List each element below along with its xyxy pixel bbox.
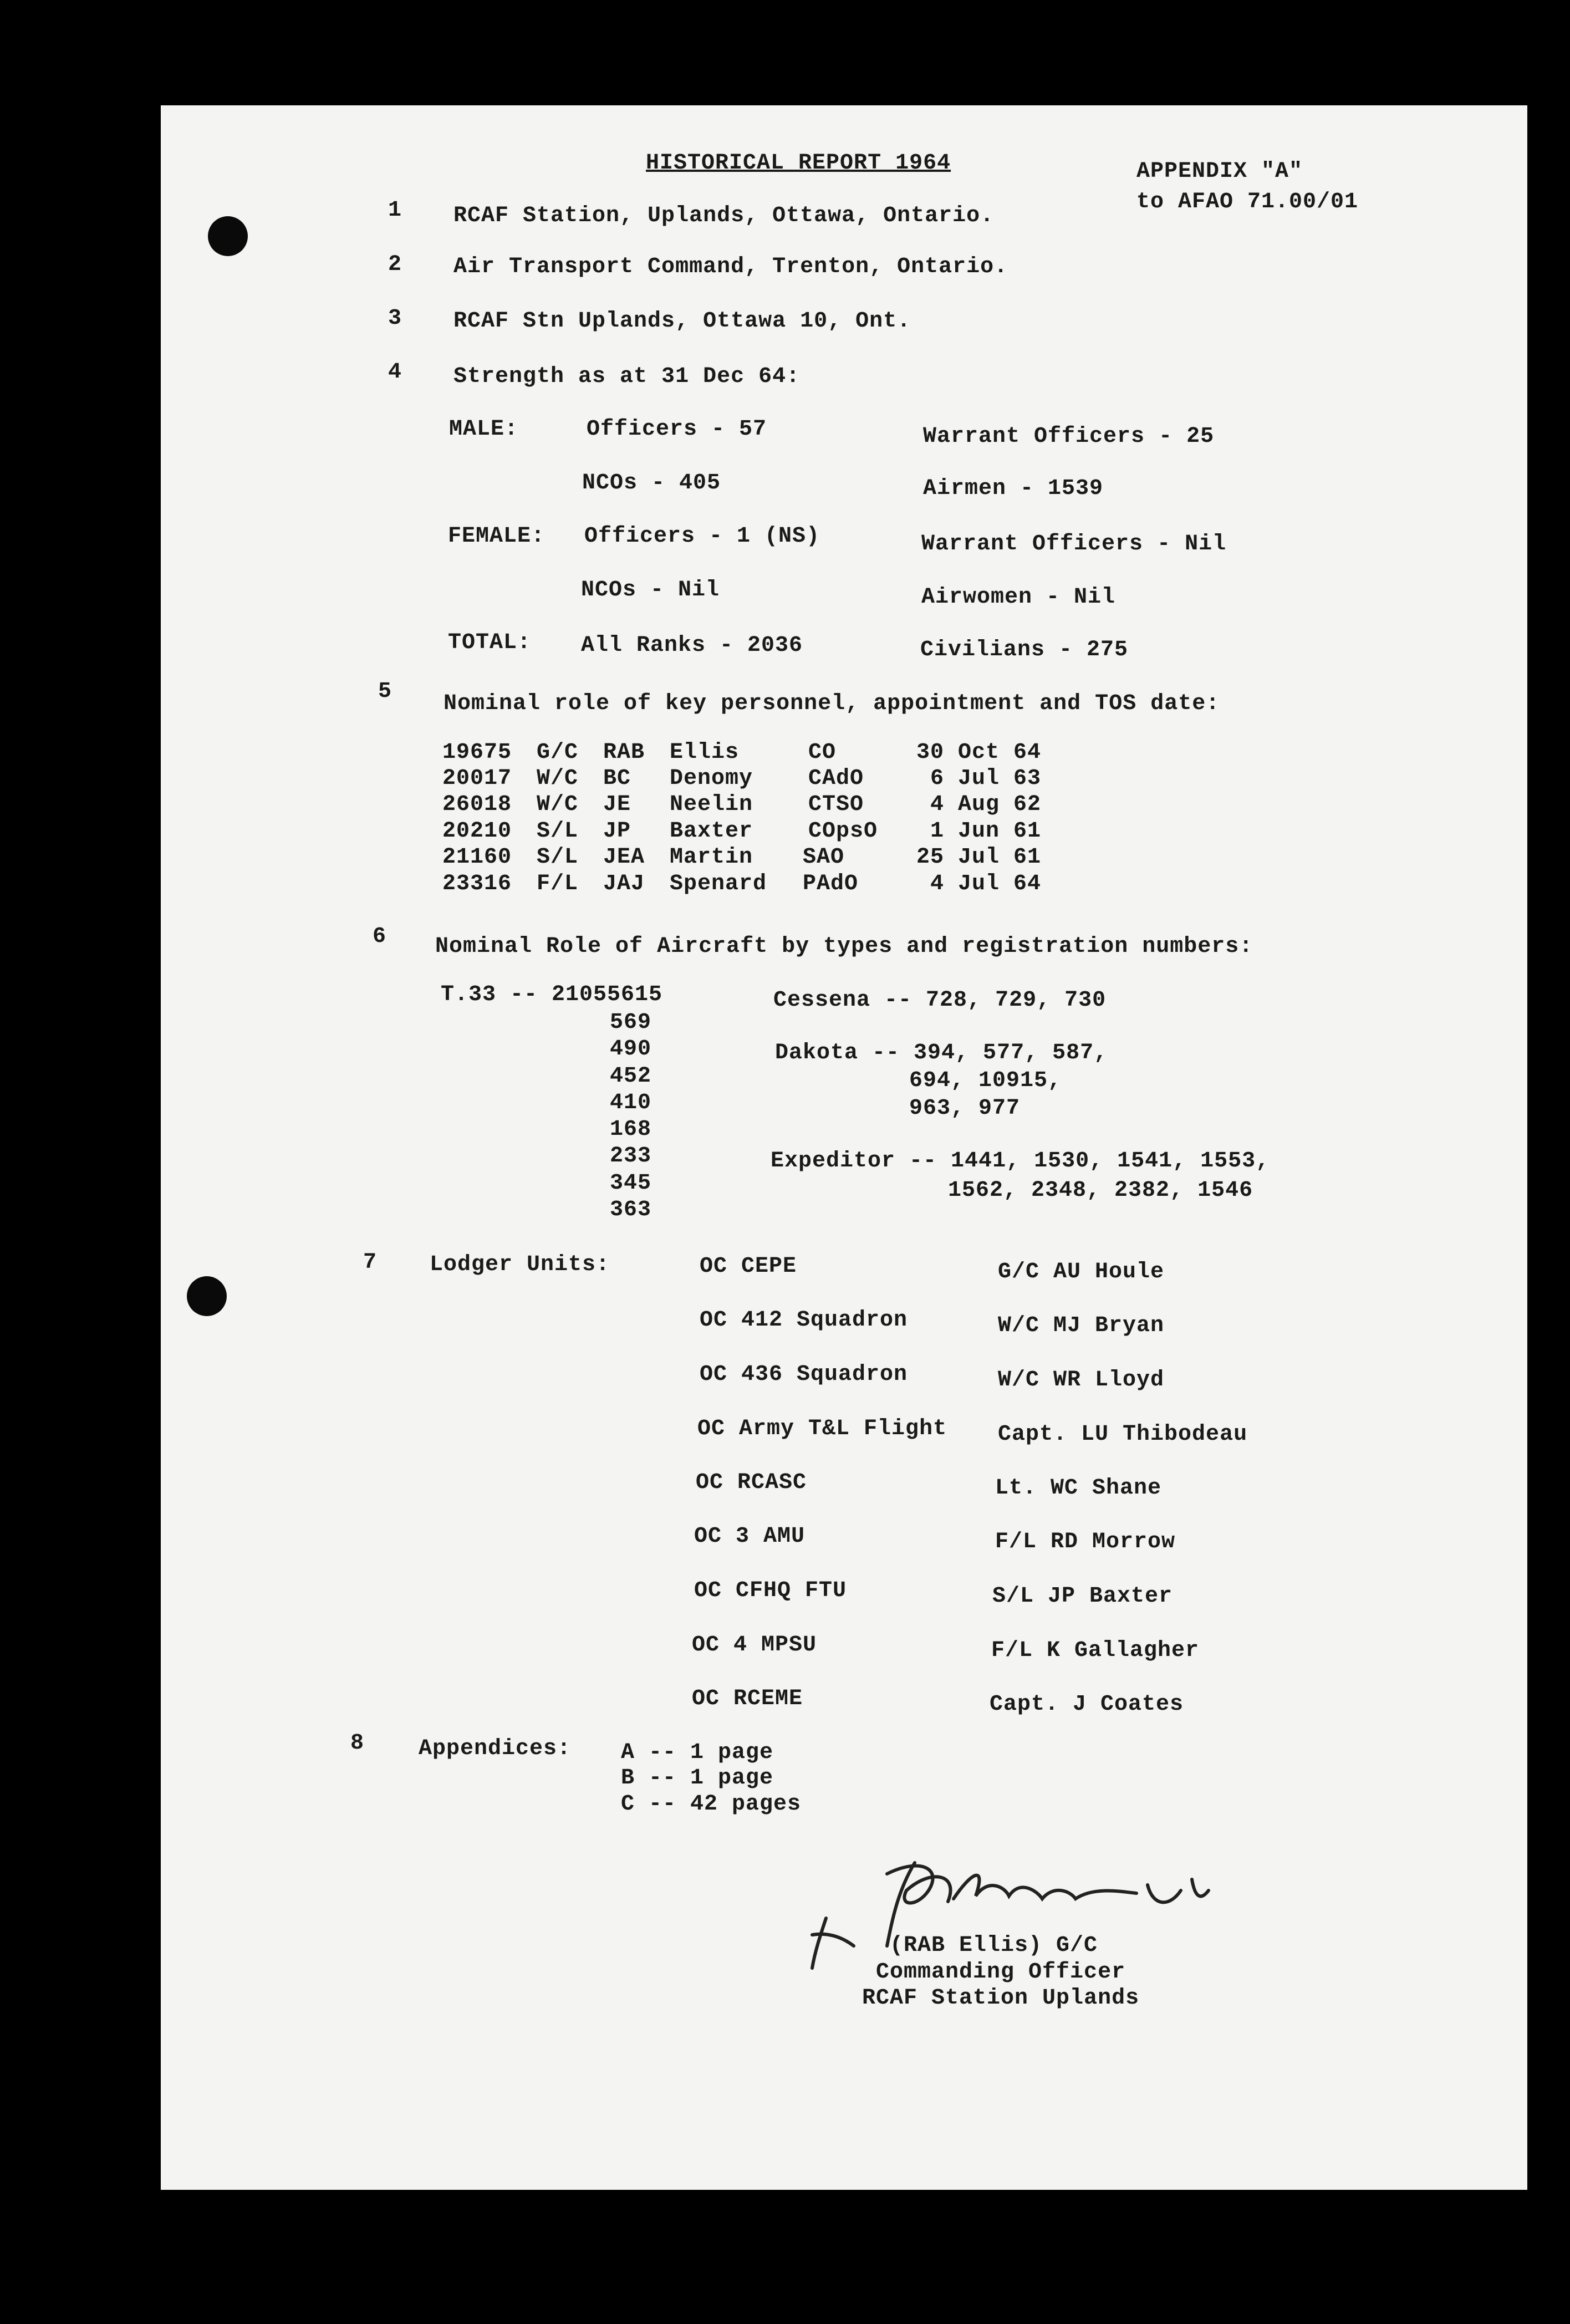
lodger-unit: OC 4 MPSU	[692, 1633, 817, 1658]
male-warrant-officers: Warrant Officers - 25	[923, 424, 1215, 449]
appendix-entry: C -- 42 pages	[621, 1792, 802, 1817]
lodger-officer: G/C AU Houle	[998, 1260, 1165, 1285]
t33-number: 410	[610, 1090, 652, 1115]
item-number: 5	[378, 679, 392, 704]
lodger-unit: OC RCASC	[696, 1470, 807, 1495]
lodger-officer: Lt. WC Shane	[995, 1476, 1162, 1501]
female-airwomen: Airwomen - Nil	[921, 585, 1116, 610]
dakota-registrations-cont: 694, 10915,	[909, 1068, 1062, 1093]
item-text: Nominal Role of Aircraft by types and registration numbers:	[435, 934, 1253, 959]
cessna-registrations: Cessena -- 728, 729, 730	[773, 988, 1107, 1013]
item-text: Strength as at 31 Dec 64:	[453, 364, 801, 389]
report-title: HISTORICAL REPORT 1964	[646, 151, 951, 176]
lodger-unit: OC RCEME	[692, 1686, 803, 1711]
lodger-unit: OC 3 AMU	[694, 1524, 806, 1549]
punch-hole-bottom	[187, 1276, 227, 1316]
lodger-unit: OC Army T&L Flight	[697, 1416, 947, 1441]
female-warrant-officers: Warrant Officers - Nil	[921, 532, 1227, 557]
appendix-entry: A -- 1 page	[621, 1740, 774, 1765]
lodger-officer: Capt. LU Thibodeau	[998, 1422, 1248, 1447]
t33-number: 490	[610, 1037, 652, 1062]
male-officers: Officers - 57	[587, 417, 767, 442]
lodger-officer: F/L K Gallagher	[991, 1638, 1200, 1663]
t33-number: 363	[610, 1197, 652, 1222]
item-text: Lodger Units:	[430, 1252, 610, 1277]
lodger-unit: OC 412 Squadron	[700, 1308, 908, 1333]
item-number: 3	[388, 306, 402, 331]
t33-label: T.33 -- 21055615	[441, 982, 663, 1007]
appendix-entry: B -- 1 page	[621, 1766, 774, 1791]
lodger-officer: W/C MJ Bryan	[998, 1313, 1165, 1338]
item-text: Nominal role of key personnel, appointment and TOS date:	[444, 691, 1220, 716]
lodger-officer: F/L RD Morrow	[995, 1530, 1176, 1555]
lodger-unit: OC CEPE	[700, 1254, 797, 1279]
appendix-label: APPENDIX "A"	[1136, 159, 1303, 184]
item-number: 6	[373, 924, 387, 949]
dakota-registrations: Dakota -- 394, 577, 587,	[775, 1041, 1108, 1066]
total-label: TOTAL:	[448, 630, 532, 655]
signatory-name: (RAB Ellis) G/C	[890, 1933, 1098, 1958]
item-text: RCAF Station, Uplands, Ottawa, Ontario.	[453, 203, 995, 228]
t33-number: 452	[610, 1064, 652, 1089]
expeditor-registrations: Expeditor -- 1441, 1530, 1541, 1553,	[771, 1149, 1270, 1174]
male-ncos: NCOs - 405	[582, 471, 721, 496]
total-all-ranks: All Ranks - 2036	[581, 633, 803, 658]
item-number: 8	[350, 1731, 365, 1756]
item-number: 7	[363, 1250, 378, 1275]
expeditor-registrations-cont: 1562, 2348, 2382, 1546	[948, 1178, 1253, 1203]
female-ncos: NCOs - Nil	[581, 578, 720, 603]
female-officers: Officers - 1 (NS)	[584, 524, 820, 549]
appendix-reference: to AFAO 71.00/01	[1136, 190, 1359, 215]
dakota-registrations-cont: 963, 977	[909, 1096, 1021, 1121]
signatory-unit: RCAF Station Uplands	[862, 1986, 1140, 2011]
lodger-unit: OC 436 Squadron	[700, 1362, 908, 1387]
lodger-officer: Capt. J Coates	[990, 1692, 1184, 1717]
item-text: Air Transport Command, Trenton, Ontario.	[453, 254, 1008, 279]
male-label: MALE:	[449, 417, 519, 442]
t33-number: 345	[610, 1171, 652, 1196]
item-number: 1	[388, 198, 402, 223]
lodger-officer: S/L JP Baxter	[992, 1584, 1173, 1609]
punch-hole-top	[208, 216, 248, 256]
female-label: FEMALE:	[448, 524, 546, 549]
signatory-title: Commanding Officer	[876, 1960, 1126, 1985]
lodger-officer: W/C WR Lloyd	[998, 1368, 1165, 1393]
item-text: Appendices:	[419, 1736, 572, 1761]
t33-number: 233	[610, 1144, 652, 1169]
male-airmen: Airmen - 1539	[923, 476, 1104, 501]
item-number: 4	[388, 360, 402, 385]
item-text: RCAF Stn Uplands, Ottawa 10, Ont.	[453, 309, 911, 334]
t33-number: 168	[610, 1117, 652, 1142]
item-number: 2	[388, 252, 402, 277]
total-civilians: Civilians - 275	[920, 638, 1129, 662]
t33-number: 569	[610, 1010, 652, 1035]
lodger-unit: OC CFHQ FTU	[694, 1578, 847, 1603]
